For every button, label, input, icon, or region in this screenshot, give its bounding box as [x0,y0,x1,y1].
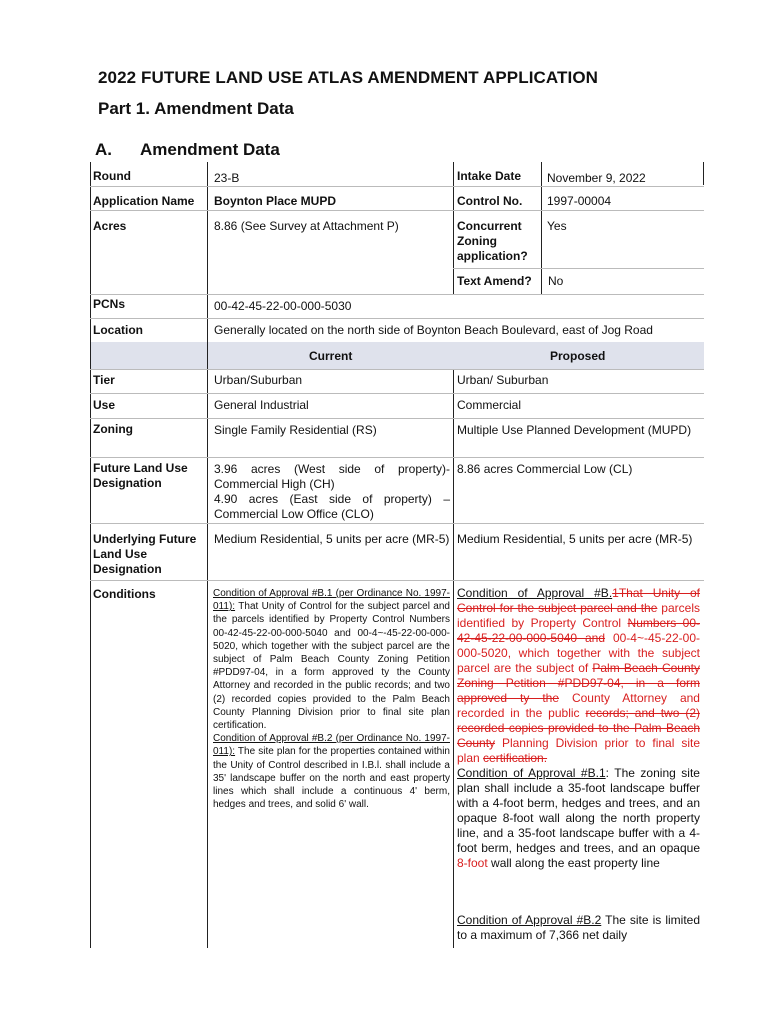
control-no-value: 1997-00004 [547,194,612,208]
pcns-value: 00-42-45-22-00-000-5030 [214,299,352,313]
use-current: General Industrial [214,398,309,412]
tier-current: Urban/Suburban [214,373,303,387]
section-title: Amendment Data [140,140,280,159]
conditions-label: Conditions [93,587,156,601]
prop-b1-red-3: County Attorney and recorded in the public [457,691,700,720]
zoning-proposed: Multiple Use Planned Development (MUPD) [457,423,692,437]
intake-date-label: Intake Date [457,169,522,183]
row-sep [90,457,704,458]
row-sep [90,418,704,419]
table-divider-mid-top [453,162,454,294]
table-border-right [703,162,704,185]
use-label: Use [93,398,116,412]
row-sep [453,268,704,269]
intake-date-value: November 9, 2022 [547,171,646,185]
uflu-current: Medium Residential, 5 units per acre (MR-5) [214,532,450,546]
row-sep [90,186,704,187]
location-label: Location [93,323,143,337]
round-value: 23-B [214,171,240,185]
text-amend-label: Text Amend? [457,274,532,288]
cur-b2-body: The site plan for the properties contained within the Unity of Control described in I.B.l. shall include a 35' landscape buffer on the north and east property lines which shall include a continuous 4' berm, hedges and trees, and solid 6' wall. [213,746,450,811]
concurrent-zoning-value: Yes [547,219,567,233]
row-sep [90,369,704,370]
cur-b1-body: That Unity of Control for the subject parcel and the parcels identified by Property Control Numbers 00-42-45-22-00-000-5040 and 00-4~-45-22-00-000-5020, which together with the subject parcel are the subject of Palm Beach County Zoning Petition #PDD97-04, in a form approved ty the County Attorney and recorded in the public records; and two (2) recorded copies provided to the Palm Beach County Planning Division prior to final site plan certification. [213,601,450,732]
flu-current-1: 3.96 acres (West side of property)- Commercial High (CH) [214,462,450,491]
location-value: Generally located on the north side of Boynton Beach Boulevard, east of Jog Road [214,323,653,337]
row-sep [90,210,704,211]
acres-label: Acres [93,219,127,233]
current-header: Current [309,349,353,363]
table-divider-right [541,162,542,294]
uflu-proposed: Medium Residential, 5 units per acre (MR-5) [457,532,693,546]
pcns-label: PCNs [93,297,126,311]
text-amend-value: No [548,274,564,288]
prop-b1-struck-1: 1That Unity of Control for the subject parcel and the [457,586,701,615]
prop-b1-new-body-2: wall along the east property line [487,856,660,870]
prop-b1-new-body-1: : The zoning site plan shall include a 35-foot landscape buffer with a 4-foot berm, hedges and trees, and an opaque 8-foot wall along the north property line, and a 35-foot landscape buffer with a 4-foot berm, hedges and trees, and an opaque [457,766,700,855]
row-sep [90,318,704,319]
round-label: Round [93,169,131,183]
use-proposed: Commercial [457,398,522,412]
prop-b1-struck-5: certification. [483,751,548,765]
proposed-conditions [457,586,700,871]
prop-b1-struck-4: records; and two (2) recorded copies provided to the Palm Beach County [457,706,700,750]
prop-b1-red-4: Planning Division prior to final site plan [457,736,700,765]
cur-b2-heading: Condition of Approval #B.2 (per Ordinance No. 1997-011): [213,733,450,758]
prop-b1-red-2: 00-4~-45-22-00-000-5020, which together with the subject parcel are the subject of [457,631,700,675]
tier-label: Tier [93,373,115,387]
control-no-label: Control No. [457,194,523,208]
amendment-data-table [90,162,704,948]
prop-b1-heading: Condition of Approval #B. [457,586,613,600]
proposed-b2-condition [457,913,700,943]
concurrent-zoning-label: Concurrent Zoning application? [457,219,528,263]
application-name-value: Boynton Place MUPD [214,194,337,208]
uflu-label: Underlying Future Land Use Designation [93,532,197,576]
table-divider-mid [453,369,454,948]
prop-b2-heading: Condition of Approval #B.2 [457,913,602,927]
flu-current-2: 4.90 acres (East side of property) – Commercial Low Office (CLO) [214,492,450,521]
row-sep [90,393,704,394]
current-conditions [213,587,450,811]
part-heading: Part 1. Amendment Data [98,99,294,118]
row-sep [90,523,704,524]
flu-proposed: 8.86 acres Commercial Low (CL) [457,462,633,476]
application-name-label: Application Name [93,194,195,208]
row-sep [90,580,704,581]
zoning-label: Zoning [93,422,133,436]
zoning-current: Single Family Residential (RS) [214,423,377,437]
flu-label: Future Land Use Designation [93,461,188,490]
prop-b2-body: The site is limited to a maximum of 7,366 net daily [457,913,700,942]
section-letter: A. [95,140,112,159]
table-border-left [90,162,91,948]
prop-b1-struck-3: Palm Beach County Zoning Petition #PDD97-04, in a form approved ty the [457,661,700,705]
prop-b1-new-heading: Condition of Approval #B.1 [457,766,606,780]
proposed-header: Proposed [550,349,606,363]
prop-b1-struck-2: Numbers 00-42-45-22-00-000-5040 and [457,616,700,645]
acres-value: 8.86 (See Survey at Attachment P) [214,219,399,233]
cur-b1-heading: Condition of Approval #B.1 (per Ordinance No. 1997-011): [213,588,450,613]
row-sep [90,294,704,295]
prop-b1-red-1: parcels identified by Property Control [457,601,700,630]
prop-b1-new-red: 8-foot [457,856,488,870]
document-title: 2022 FUTURE LAND USE ATLAS AMENDMENT APPLICATION [98,68,599,87]
comparison-header-band [90,342,704,369]
tier-proposed: Urban/ Suburban [457,373,549,387]
